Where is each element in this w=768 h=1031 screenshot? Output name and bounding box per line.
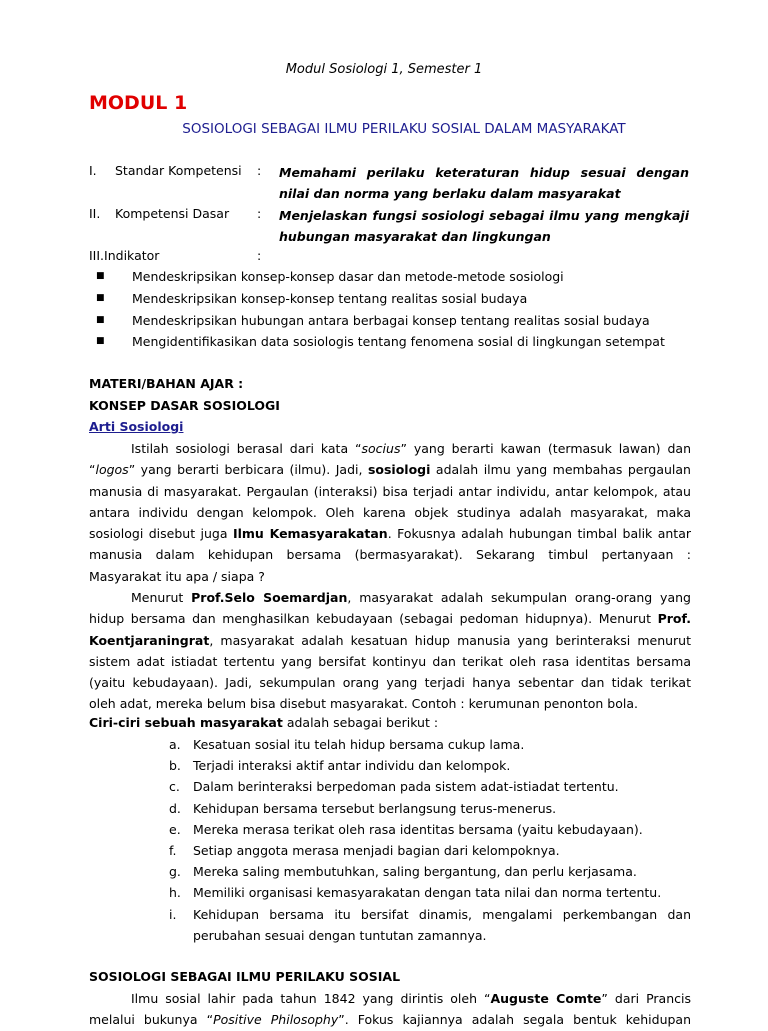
list-letter: g.: [169, 864, 181, 879]
paragraph-line: Masyarakat itu apa / siapa ?: [89, 568, 265, 584]
competency-label: Kompetensi Dasar: [115, 206, 230, 221]
list-text: Terjadi interaksi aktif antar individu dan kelompok.: [193, 758, 511, 773]
list-text: Kesatuan sosial itu telah hidup bersama cukup lama.: [193, 737, 525, 752]
indicator-text: Mengidentifikasikan data sosiologis tentang fenomena sosial di lingkungan setempat: [132, 334, 665, 349]
list-text: Memiliki organisasi kemasyarakatan dengan tata nilai dan norma tertentu.: [193, 885, 662, 900]
paragraph-line: antara individu dengan kelompok. Oleh karena objek studinya adalah masyarakat, maka: [89, 504, 691, 520]
bullet-icon: ■: [96, 271, 105, 281]
competency-number: I.: [89, 163, 97, 178]
arti-heading-text: Arti Sosiologi: [89, 419, 184, 434]
paragraph-line: Menurut Prof.Selo Soemardjan, masyarakat adalah sekumpulan orang-orang yang: [131, 590, 691, 605]
arti-heading: [89, 419, 183, 434]
competency-text: Memahami perilaku keteraturan hidup sesuai dengan nilai dan norma yang berlaku dalam masyarakat: [279, 165, 689, 201]
list-letter: i.: [169, 907, 177, 922]
paragraph-line: Ilmu sosial lahir pada tahun 1842 yang dirintis oleh “Auguste Comte” dari Prancis: [131, 991, 692, 1006]
paragraph-menurut: [89, 587, 691, 715]
paragraph-line: melalui bukunya “Positive Philosophy”. Fokus kajiannya adalah segala bentuk kehidupan: [89, 1012, 692, 1028]
modul-label: MODUL 1: [89, 92, 188, 114]
list-text-continued: perubahan sesuai dengan tuntutan zamannya.: [193, 928, 487, 943]
paragraph-line: Istilah sosiologi berasal dari kata “socius” yang berarti kawan (termasuk lawan) dan: [131, 441, 691, 456]
materi-heading: MATERI/BAHAN AJAR :: [89, 376, 244, 391]
paragraph-line: sosiologi disebut juga Ilmu Kemasyarakatan. Fokusnya adalah hubungan timbal balik antar: [89, 526, 691, 542]
paragraph-line: (yaitu kebudayaan). Jadi, sekumpulan orang yang terjadi hanya sebentar dan tidak terikat: [89, 675, 691, 691]
paragraph-line: oleh adat, mereka belum bisa disebut masyarakat. Contoh : kerumunan penonton bola.: [89, 696, 638, 712]
indicator-text: Mendeskripsikan konsep-konsep dasar dan metode-metode sosiologi: [132, 269, 564, 284]
list-text: Setiap anggota merasa menjadi bagian dari kelompoknya.: [193, 843, 560, 858]
bullet-icon: ■: [96, 293, 105, 303]
konsep-heading: KONSEP DASAR SOSIOLOGI: [89, 398, 280, 413]
bullet-icon: ■: [96, 315, 105, 325]
competency-label: Standar Kompetensi: [115, 163, 242, 178]
paragraph-line: Koentjaraningrat, masyarakat adalah kesatuan hidup manusia yang berinteraksi menurut: [89, 632, 691, 648]
competency-text: Menjelaskan fungsi sosiologi sebagai ilmu yang mengkaji hubungan masyarakat dan lingkungan: [279, 208, 689, 244]
list-letter: e.: [169, 822, 181, 837]
paragraph-line: manusia dalam kehidupan bersama (bermasyarakat). Sekarang timbul pertanyaan :: [89, 547, 691, 563]
indicator-text: Mendeskripsikan konsep-konsep tentang realitas sosial budaya: [132, 291, 528, 306]
list-letter: b.: [169, 758, 181, 773]
list-letter: d.: [169, 801, 181, 816]
module-title: SOSIOLOGI SEBAGAI ILMU PERILAKU SOSIAL DALAM MASYARAKAT: [182, 121, 626, 137]
list-text: Dalam berinteraksi berpedoman pada sistem adat-istiadat tertentu.: [193, 779, 619, 794]
paragraph-ilmu-sosial: [89, 988, 691, 1031]
section2-heading: SOSIOLOGI SEBAGAI ILMU PERILAKU SOSIAL: [89, 969, 401, 984]
list-text: Kehidupan bersama tersebut berlangsung terus-menerus.: [193, 801, 557, 816]
competency-colon: :: [257, 206, 262, 221]
paragraph-arti: [89, 438, 691, 587]
list-letter: h.: [169, 885, 181, 900]
competency-number: II.: [89, 206, 101, 221]
paragraph-line: hidup bersama dan menghasilkan kebudayaan (sebagai pedoman hidupnya). Menurut Prof.: [89, 611, 691, 627]
bullet-icon: ■: [96, 336, 105, 346]
paragraph-line: manusia di masyarakat. Pergaulan (interaksi) bisa terjadi antar individu, antar kelompok, atau: [89, 483, 691, 499]
ciri-intro: Ciri-ciri sebuah masyarakat adalah sebagai berikut :: [89, 715, 439, 730]
list-text: Mereka merasa terikat oleh rasa identitas bersama (yaitu kebudayaan).: [193, 822, 643, 837]
list-text: Mereka saling membutuhkan, saling bergantung, dan perlu kerjasama.: [193, 864, 637, 879]
list-letter: a.: [169, 737, 181, 752]
list-text: Kehidupan bersama itu bersifat dinamis, mengalami perkembangan dan: [193, 907, 691, 922]
paragraph-line: “logos” yang berarti berbicara (ilmu). Jadi, sosiologi adalah ilmu yang membahas pergaulan: [89, 462, 691, 478]
paragraph-line: sistem adat istiadat tertentu yang bersifat kontinyu dan terikat oleh rasa identitas bersama: [89, 653, 691, 669]
competency-colon: :: [257, 163, 262, 178]
page-header: Modul Sosiologi 1, Semester 1: [285, 62, 483, 77]
list-letter: f.: [169, 843, 177, 858]
indikator-label: III.Indikator: [89, 248, 160, 263]
list-letter: c.: [169, 779, 180, 794]
indikator-colon: :: [257, 248, 262, 263]
indicator-text: Mendeskripsikan hubungan antara berbagai konsep tentang realitas sosial budaya: [132, 313, 650, 328]
